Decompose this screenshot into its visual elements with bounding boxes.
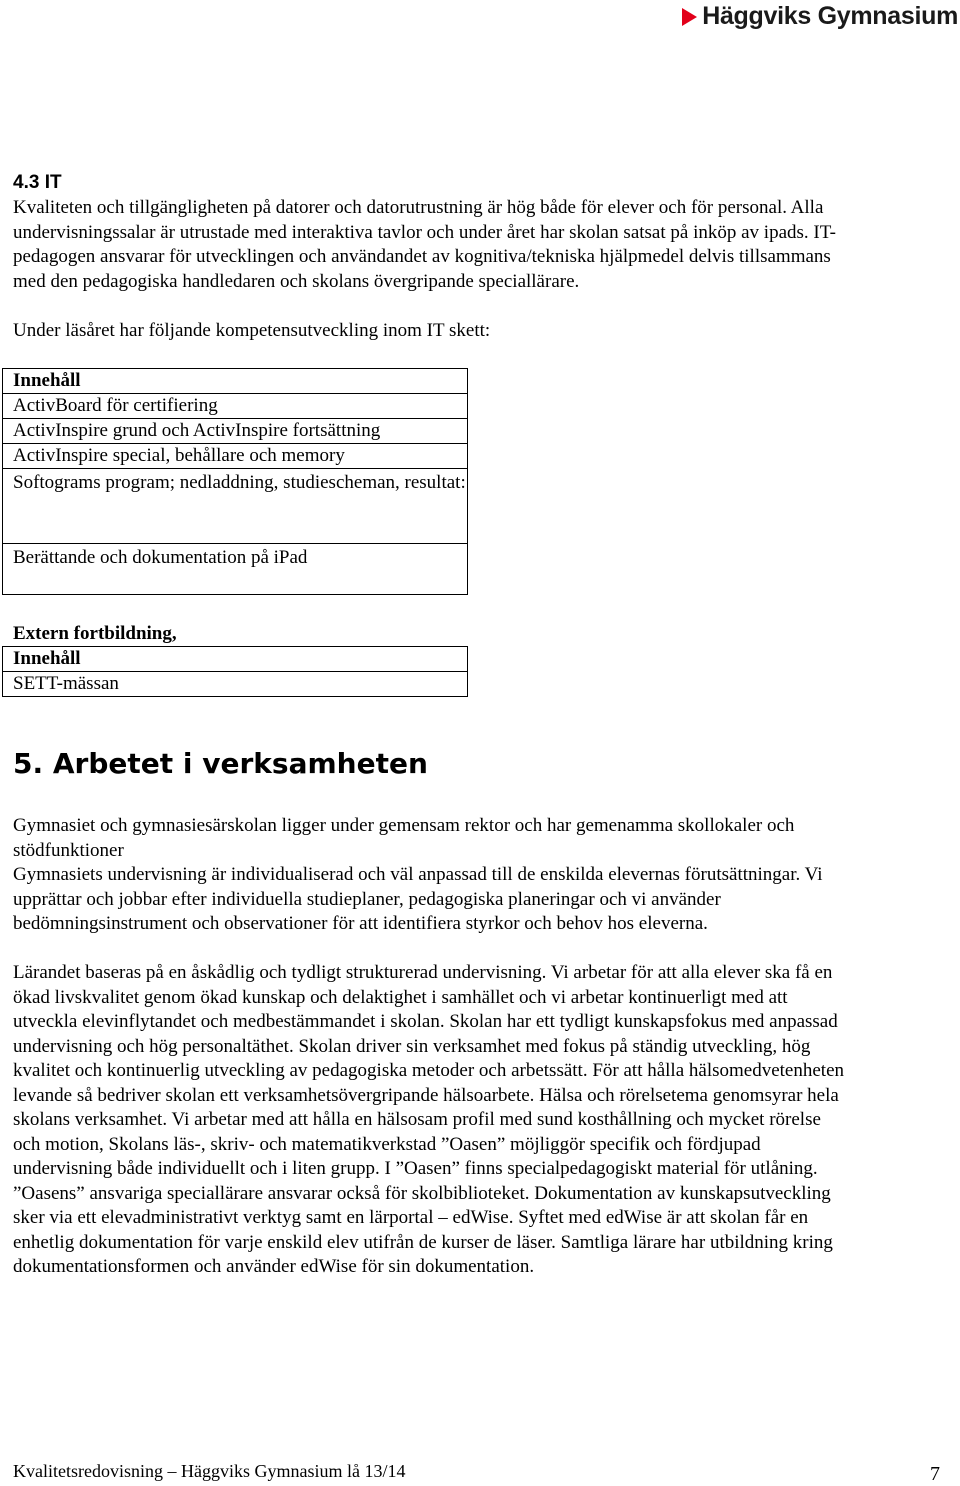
section-title-it: 4.3 IT bbox=[13, 172, 62, 193]
footer-text: Kvalitetsredovisning – Häggviks Gymnasium lå 13/14 bbox=[13, 1461, 406, 1481]
it-intro: Under läsåret har följande kompetensutveckling inom IT skett: bbox=[13, 320, 491, 341]
page-number: 7 bbox=[930, 1463, 940, 1485]
table-row: SETT-mässan bbox=[3, 672, 468, 697]
work-paragraph-2: Gymnasiets undervisning är individualiserad och väl anpassad till de enskilda elevernas förutsättningar. Vi upprättar och jobbar efter individuella studieplaner, pedagogiska planeringar och vi använder bedömningsinstrument och observationer för att identifiera styrkor och behov hos eleverna. bbox=[13, 864, 823, 934]
extern-training-table bbox=[2, 646, 468, 697]
table-row: Berättande och dokumentation på iPad bbox=[3, 544, 468, 595]
table-row: Softograms program; nedladdning, studiescheman, resultat: bbox=[3, 469, 468, 544]
work-paragraph-1: Gymnasiet och gymnasiesärskolan ligger under gemensam rektor och har gemenamma skollokaler och stödfunktioner bbox=[13, 815, 795, 861]
it-paragraph: Kvaliteten och tillgängligheten på datorer och datorutrustning är hög både för elever och för personal. Alla undervisningssalar är utrustade med interaktiva tavlor och under året har skolan satsat på inköp av ipads. IT-pedagogen ansvarar för utvecklingen och användandet av kognitiva/tekniska hjälpmedel delvis tillsammans med den pedagogiska handledaren och skolans övergripande speciallärare. bbox=[13, 197, 836, 292]
table-row: ActivBoard för certifiering bbox=[3, 394, 468, 419]
table-row: ActivInspire special, behållare och memory bbox=[3, 444, 468, 469]
section-title-work: 5. Arbetet i verksamheten bbox=[13, 747, 428, 780]
it-training-table bbox=[2, 368, 468, 595]
table-header: Innehåll bbox=[3, 647, 468, 672]
play-triangle-icon bbox=[682, 8, 697, 26]
table-row: ActivInspire grund och ActivInspire fortsättning bbox=[3, 419, 468, 444]
school-logo bbox=[682, 2, 958, 31]
logo-text: Häggviks Gymnasium bbox=[702, 2, 958, 30]
work-paragraph-3: Lärandet baseras på en åskådlig och tydligt strukturerad undervisning. Vi arbetar för att alla elever ska få en ökad livskvalitet genom ökad kunskap och delaktighet i samhället och vi arbetar kontinuerligt med att utveckla elevinflytandet och medbestämmandet i skolan. Skolan har ett tydligt kunskapsfokus med anpassad undervisning och hög personaltäthet. Skolan driver sin verksamhet med fokus på ständig utveckling, hög kvalitet och kontinuerlig utveckling av pedagogiska metoder och arbetssätt. För att hålla hälsomedvetenheten levande så bedriver skolan ett verksamhetsövergripande hälsoarbete. Hälsa och rörelsetema genomsyrar hela skolans verksamhet. Vi arbetar med att hålla en hälsosam profil med sund kosthållning och mycket rörelse och motion, Skolans läs-, skriv- och matematikverkstad ”Oasen” möjliggör specifik och fördjupad undervisning både individuellt och i liten grupp. I ”Oasen” finns specialpedagogiskt material för utlåning. ”Oasens” ansvariga speciallärare ansvarar också för skolbiblioteket. Dokumentation av kunskapsutveckling sker via ett elevadministrativt verktyg samt en lärportal – edWise. Syftet med edWise är att skolan får en enhetlig dokumentation för varje enskild elev utifrån de kurser de läser. Samtliga lärare har utbildning kring dokumentationsformen och använder edWise för sin dokumentation. bbox=[13, 962, 844, 1277]
extern-label: Extern fortbildning, bbox=[13, 623, 177, 644]
table-header: Innehåll bbox=[3, 369, 468, 394]
